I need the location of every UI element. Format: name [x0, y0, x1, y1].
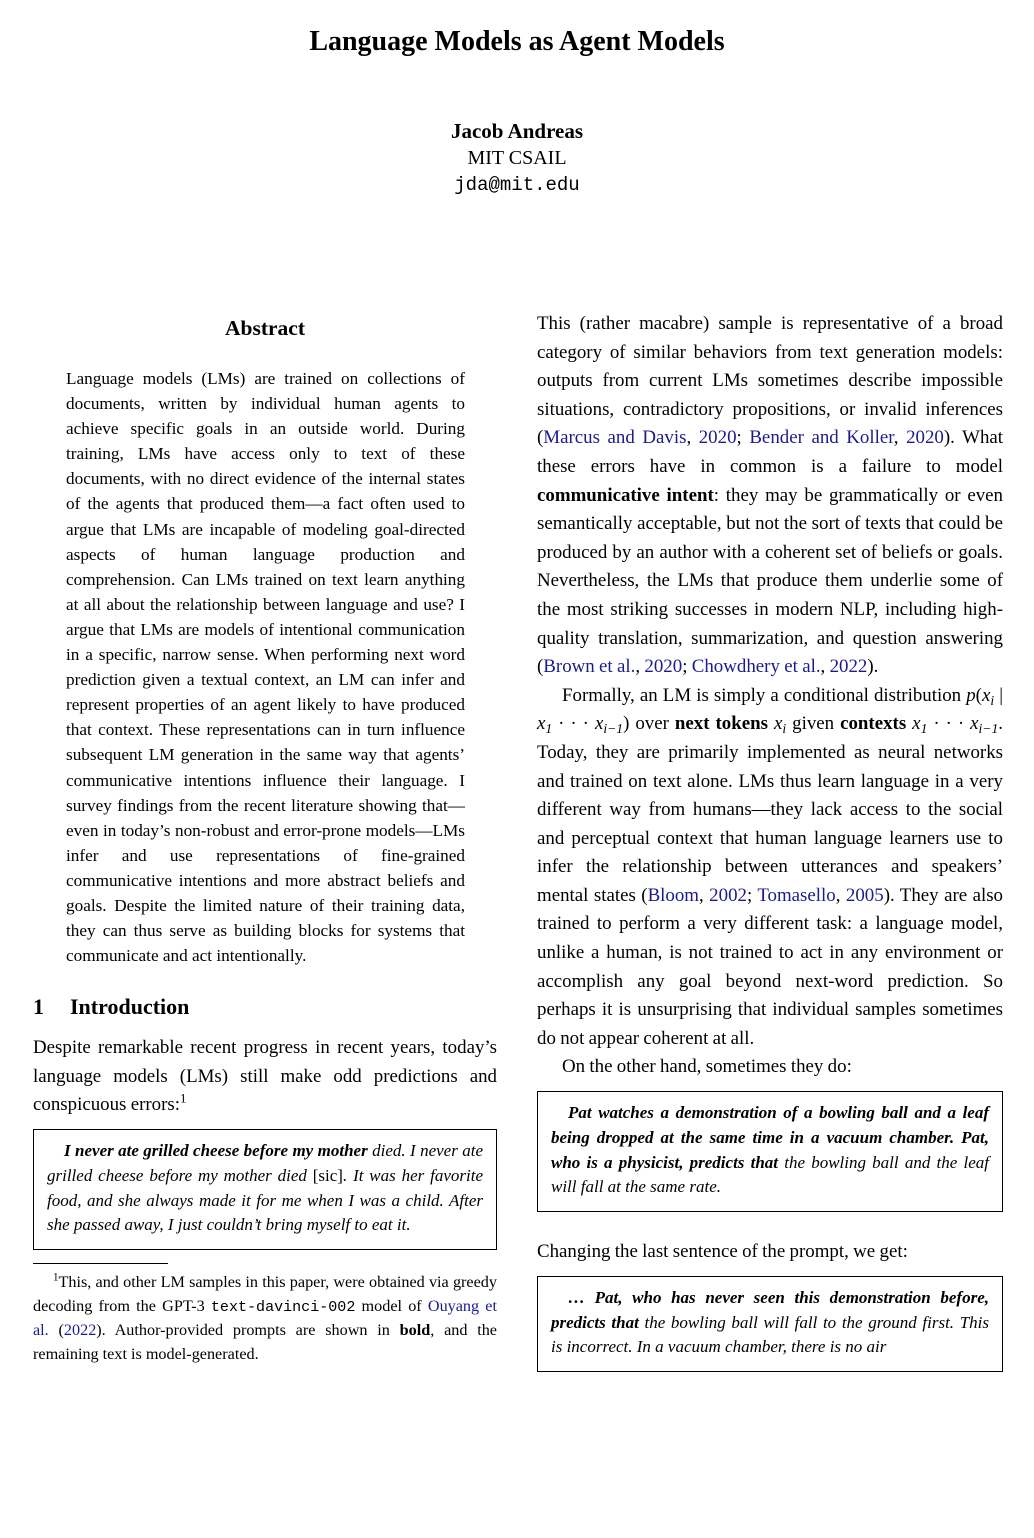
footnote	[33, 1263, 497, 1366]
text-segment: ). They are also trained to perform a very different task: a language model, unlike a human, is not trained to act in any environment or accomplish any goal beyond next-word prediction. So perhaps it is unsurprising that individual samples sometimes do not appear coherent at all.	[537, 884, 1004, 1049]
text-segment: Formally, an LM is simply a conditional distribution	[562, 684, 967, 706]
text-segment: ,	[635, 656, 645, 678]
citation-link[interactable]: 2022	[63, 1321, 97, 1340]
lm-sample-text-grilled-cheese	[47, 1139, 483, 1238]
paragraph-formal-lm	[537, 682, 1003, 1054]
text-segment: x	[970, 713, 979, 735]
citation-link[interactable]: 2005	[845, 884, 884, 906]
text-segment: ).	[867, 656, 879, 678]
text-segment: model of	[355, 1296, 428, 1315]
text-segment: i	[782, 721, 787, 737]
citation-link[interactable]: 2020	[698, 427, 737, 449]
author-email: jda@mit.edu	[454, 174, 580, 196]
citation-link[interactable]: Tomasello	[757, 884, 836, 906]
text-segment: · · ·	[927, 713, 971, 735]
text-segment: 1	[920, 721, 928, 737]
text-segment: . Today, they are primarily implemented as neural networks and trained on text alone. LMs thus learn language in a very different way from humans—they lack access to the social and perceptual context that human language learners use to infer the relationship between utterances and speakers’ mental states (	[537, 713, 1003, 906]
text-segment: ) over	[623, 713, 675, 735]
text-segment: given	[786, 713, 841, 735]
text-segment: ,	[835, 884, 846, 906]
citation-link[interactable]: Ouyang et al.	[33, 1296, 497, 1340]
text-segment: p	[966, 684, 976, 706]
citation-link[interactable]: 2022	[829, 656, 868, 678]
text-segment: . It was her favorite food, and she always made it for me when I was a child. After she passed away, I just couldn’t bring myself to eat it.	[47, 1165, 483, 1235]
lm-sample-text-bowling-correct	[551, 1101, 989, 1200]
text-segment: next tokens	[674, 713, 768, 735]
text-segment: text-davinci-002	[210, 1297, 356, 1316]
text-segment: 1	[180, 1092, 187, 1107]
footnote-text	[33, 1271, 497, 1366]
paper-title: Language Models as Agent Models	[309, 26, 725, 57]
paragraph-changing-prompt: Changing the last sentence of the prompt, we get:	[537, 1241, 908, 1263]
text-segment: ;	[682, 656, 692, 678]
text-segment: x	[773, 713, 783, 735]
citation-link[interactable]: Brown et al.	[543, 656, 636, 678]
text-segment: 1	[545, 721, 553, 737]
text-segment: i−1	[603, 721, 624, 737]
abstract-text: Language models (LMs) are trained on collections of documents, written by individual human agents to achieve specific goals in an outside world. During training, LMs have access only to text of these documents, with no direct evidence of the internal states of the agents that produced them—a fact often used to argue that LMs are incapable of modeling goal-directed aspects of human language production and comprehension. Can LMs trained on text learn anything at all about the relationship between language and use? I argue that LMs are models of intentional communication in a specific, narrow sense. When performing next word prediction given a textual context, an LM can infer and represent properties of an agent likely to have produced that context. These representations can in turn influence subsequent LM generation in the same way that agents’ communicative intentions influence their language. I survey findings from the recent literature showing that—even in today’s non-robust and error-prone models—LMs infer and use representations of fine-grained communicative intentions and more abstract beliefs and goals. Despite the limited nature of their training data, they can thus serve as building blocks for systems that communicate and act intentionally.	[66, 369, 465, 966]
intro-paragraph	[33, 1034, 497, 1120]
text-segment: ). What these errors have in common is a failure to model	[537, 427, 1004, 477]
lm-sample-box-bowling-incorrect	[537, 1276, 1003, 1372]
citation-link[interactable]: Marcus and Davis	[543, 427, 687, 449]
text-segment: communicative intent	[537, 484, 714, 506]
text-segment: the bowling ball and the leaf will fall at the same rate.	[551, 1152, 989, 1197]
text-segment: ;	[736, 427, 750, 449]
text-segment: ,	[893, 427, 907, 449]
text-segment: ,	[699, 884, 710, 906]
text-segment: Despite remarkable recent progress in recent years, today’s language models (LMs) still make odd predictions and conspicuous errors:	[33, 1037, 497, 1116]
citation-link[interactable]: 2020	[906, 427, 944, 449]
right-column	[537, 310, 1003, 1372]
citation-link[interactable]: 2020	[644, 656, 683, 678]
lm-sample-box-grilled-cheese	[33, 1129, 497, 1250]
text-segment: · · ·	[552, 713, 595, 735]
text-segment: ,	[820, 656, 830, 678]
text-segment: 1	[53, 1271, 59, 1284]
text-segment: ,	[686, 427, 699, 449]
citation-link[interactable]: Bender and Koller	[749, 427, 894, 449]
text-segment: x	[912, 713, 921, 735]
abstract-heading: Abstract	[224, 316, 305, 340]
text-segment: (	[975, 684, 982, 706]
section-number: 1	[33, 994, 44, 1020]
text-segment: This, and other LM samples in this paper, were obtained via greedy decoding from the GPT-3	[33, 1273, 497, 1315]
text-segment: x	[981, 684, 991, 706]
text-segment: x	[537, 713, 546, 735]
text-segment: Pat watches a demonstration of a bowling ball and a leaf being dropped at the same time in a vacuum chamber. Pat, who is a physicist, predicts that	[551, 1103, 989, 1172]
text-segment: contexts	[840, 713, 907, 735]
text-segment: ). Author-provided prompts are shown in	[96, 1321, 400, 1340]
text-segment: ;	[746, 884, 758, 906]
lm-sample-box-bowling-correct	[537, 1091, 1003, 1212]
text-segment: … Pat, who has never seen this demonstration before, predicts that	[551, 1287, 989, 1332]
citation-link[interactable]: Bloom	[647, 884, 699, 906]
text-segment: |	[994, 684, 1004, 706]
section-title: Introduction	[70, 994, 190, 1020]
text-segment: , and the remaining text is model-generated.	[33, 1321, 497, 1363]
text-segment: (	[48, 1321, 64, 1340]
text-segment: I never ate grilled cheese before my mother	[64, 1141, 373, 1161]
text-segment: the bowling ball will fall to the ground first. This is incorrect. In a vacuum chamber, there is no air	[551, 1312, 989, 1357]
citation-link[interactable]: Chowdhery et al.	[691, 656, 821, 678]
text-segment: i	[990, 692, 995, 708]
text-segment: [sic]	[312, 1165, 343, 1185]
affiliation: MIT CSAIL	[467, 147, 567, 169]
text-segment: : they may be grammatically or even semantically acceptable, but not the sort of texts that could be produced by an author with a coherent set of beliefs or goals. Nevertheless, the LMs that produce them underlie some of the most striking successes in modern NLP, including high-quality translation, summarization, and question answering (	[537, 484, 1004, 678]
text-segment: x	[594, 713, 604, 735]
text-segment: died. I never ate grilled cheese before my mother died	[47, 1141, 483, 1185]
left-column	[33, 310, 497, 1366]
text-segment: bold	[399, 1321, 431, 1340]
citation-link[interactable]: 2002	[709, 884, 747, 906]
paragraph-lm-errors	[537, 310, 1003, 682]
footnote-rule	[33, 1263, 168, 1264]
paragraph-sometimes-they-do: On the other hand, sometimes they do:	[562, 1056, 852, 1078]
author-name: Jacob Andreas	[450, 119, 584, 143]
text-segment: This (rather macabre) sample is representative of a broad category of similar behaviors from text generation models: outputs from current LMs sometimes describe impossible situations, contradictory propositions, or invalid inferences (	[537, 313, 1003, 449]
section-heading-introduction	[33, 994, 497, 1020]
lm-sample-text-bowling-incorrect	[551, 1286, 989, 1360]
text-segment: i−1	[978, 721, 999, 737]
